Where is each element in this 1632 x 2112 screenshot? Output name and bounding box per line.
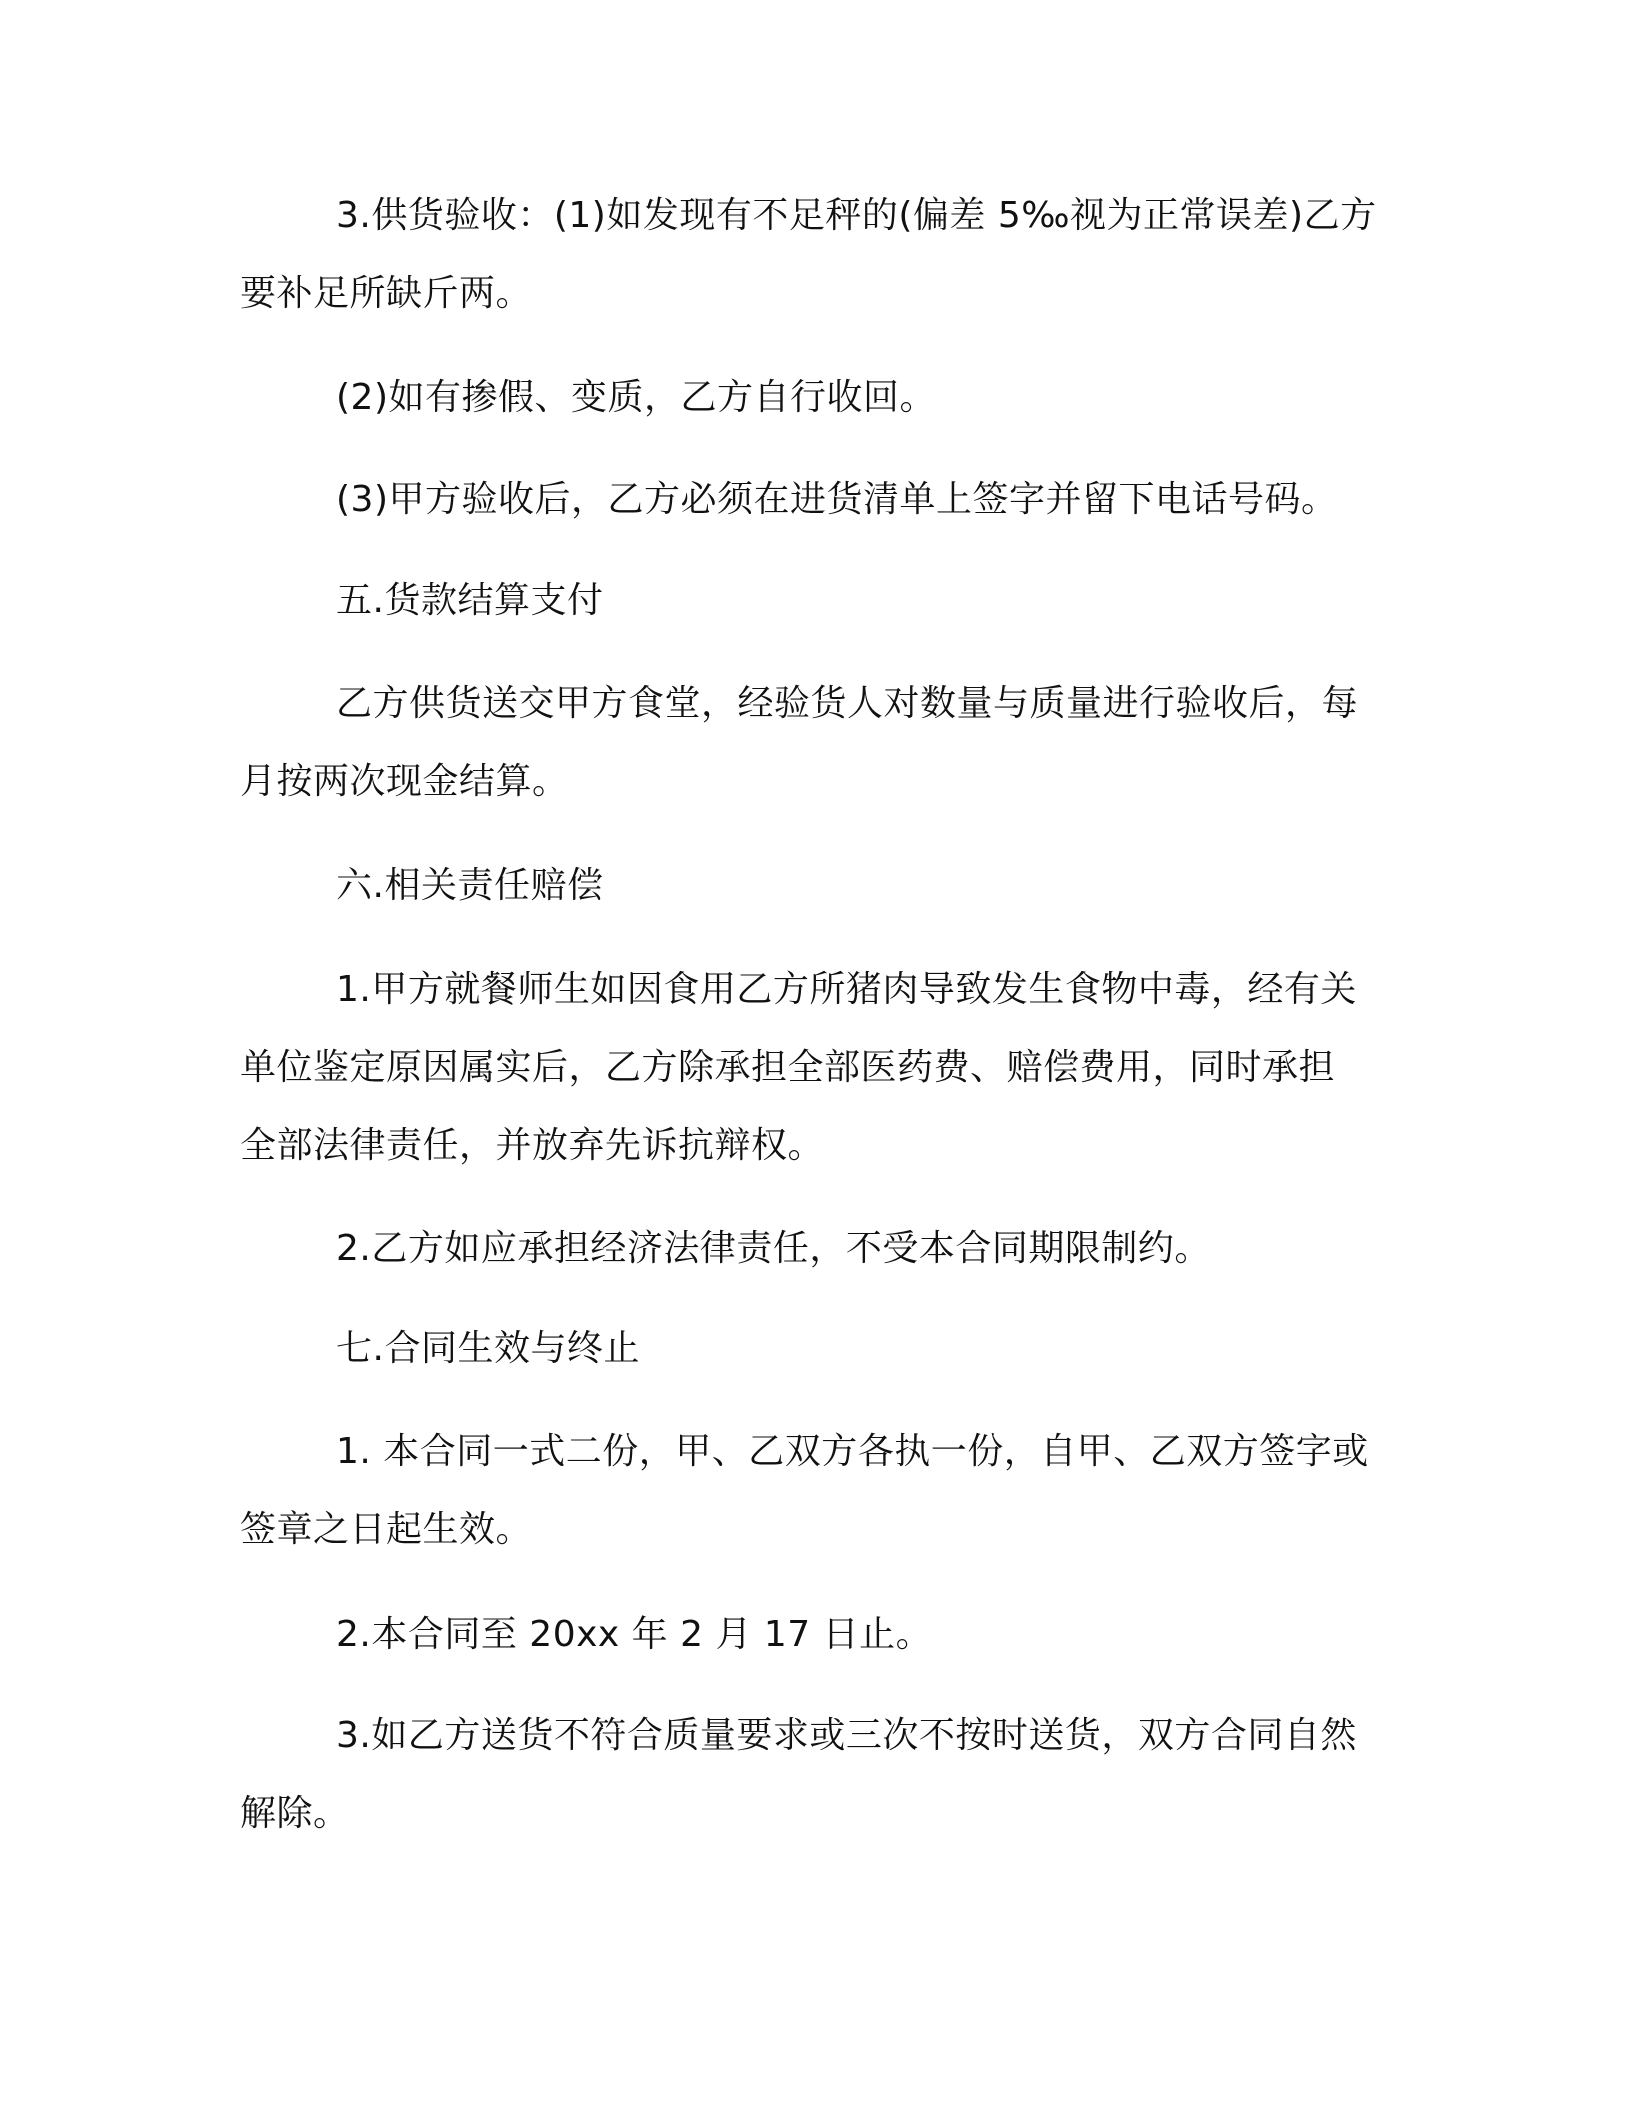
- paragraph-payment: [240, 665, 1390, 821]
- text-line: 3.供货验收：(1)如发现有不足秤的(偏差 5‰视为正常误差)乙方: [336, 195, 1377, 236]
- text-line: 月按两次现金结算。: [240, 761, 569, 802]
- section-heading-liability: [240, 847, 1390, 925]
- text-line: 全部法律责任，并放弃先诉抗辩权。: [240, 1125, 825, 1166]
- text-line: 七.合同生效与终止: [336, 1328, 640, 1369]
- paragraph-validity-2: [240, 1596, 1390, 1674]
- paragraph-acceptance-2: [240, 359, 1390, 437]
- text-line: 1. 本合同一式二份，甲、乙双方各执一份，自甲、乙双方签字或: [336, 1431, 1369, 1472]
- text-line: 单位鉴定原因属实后，乙方除承担全部医药费、赔偿费用，同时承担: [240, 1047, 1336, 1088]
- paragraph-acceptance-1: [240, 177, 1390, 333]
- text-line: 签章之日起生效。: [240, 1509, 533, 1550]
- text-line: (3)甲方验收后，乙方必须在进货清单上签字并留下电话号码。: [336, 479, 1338, 520]
- paragraph-liability-2: [240, 1210, 1390, 1288]
- text-line: 要补足所缺斤两。: [240, 273, 533, 314]
- paragraph-acceptance-3: [240, 461, 1390, 539]
- paragraph-validity-1: [240, 1413, 1390, 1569]
- paragraph-liability-1: [240, 951, 1390, 1185]
- paragraph-validity-3: [240, 1697, 1390, 1853]
- text-line: 2.乙方如应承担经济法律责任，不受本合同期限制约。: [336, 1228, 1211, 1269]
- text-line: 五.货款结算支付: [336, 580, 604, 621]
- text-line: 1.甲方就餐师生如因食用乙方所猪肉导致发生食物中毒，经有关: [336, 969, 1357, 1010]
- text-line: (2)如有掺假、变质，乙方自行收回。: [336, 377, 936, 418]
- text-line: 3.如乙方送货不符合质量要求或三次不按时送货，双方合同自然: [336, 1715, 1357, 1756]
- text-line: 解除。: [240, 1793, 350, 1834]
- section-heading-payment: [240, 562, 1390, 640]
- text-line: 六.相关责任赔偿: [336, 865, 604, 906]
- section-heading-validity: [240, 1310, 1390, 1388]
- text-line: 2.本合同至 20xx 年 2 月 17 日止。: [336, 1614, 933, 1655]
- text-line: 乙方供货送交甲方食堂，经验货人对数量与质量进行验收后，每: [336, 683, 1359, 724]
